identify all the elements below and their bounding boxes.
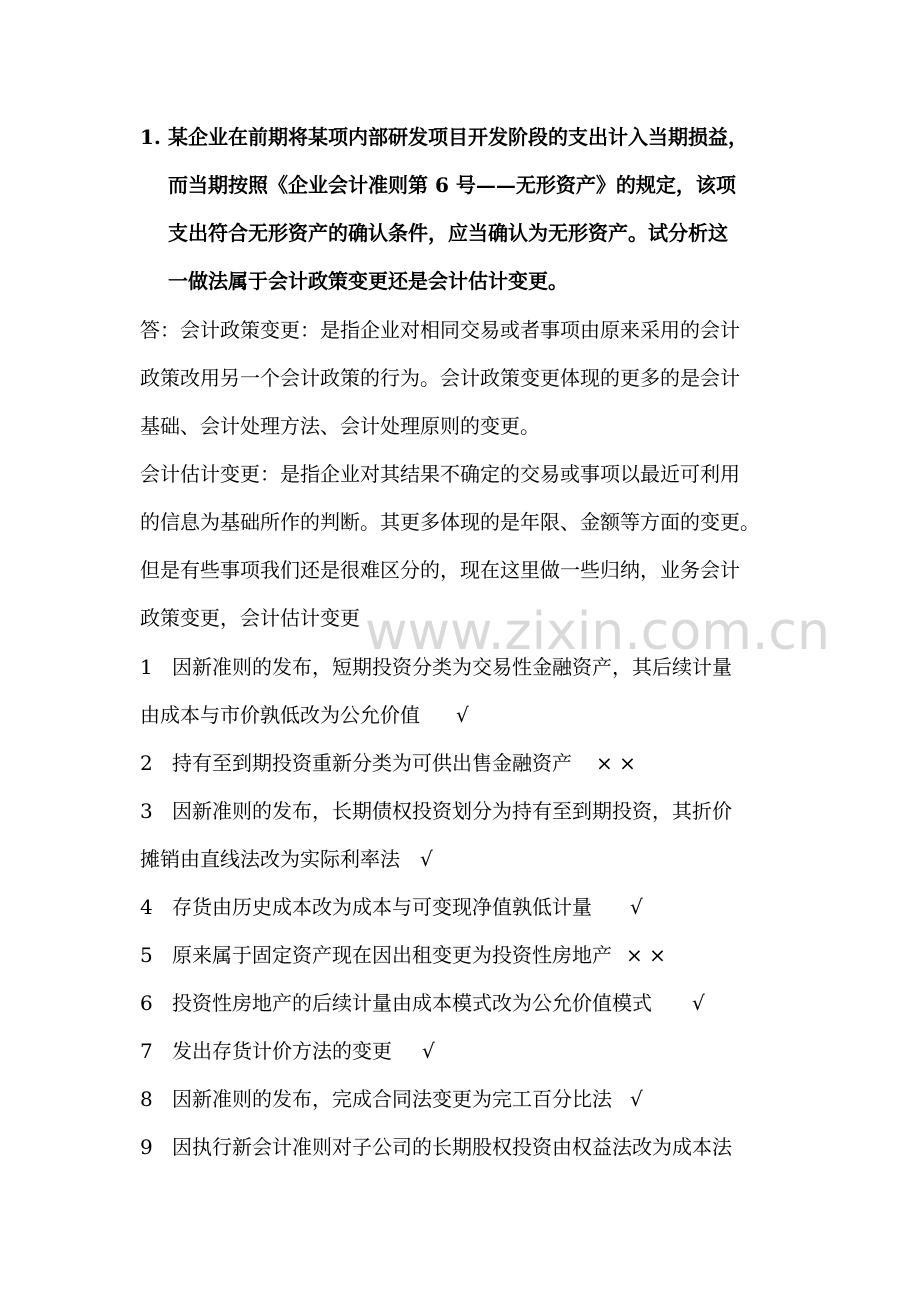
item-text: 因新准则的发布，长期债权投资划分为持有至到期投资，其折价 <box>172 799 732 823</box>
check-mark: √ <box>422 1039 435 1063</box>
answer-line: 但是有些事项我们还是很难区分的，现在这里做一些归纳，业务会计 <box>140 558 740 582</box>
answer-line: 的信息为基础所作的判断。其更多体现的是年限、金额等方面的变更。 <box>140 510 760 534</box>
list-item <box>140 1087 643 1111</box>
item-text: 持有至到期投资重新分类为可供出售金融资产 <box>172 751 572 775</box>
item-text: 存货由历史成本改为成本与可变现净值孰低计量 <box>172 895 592 919</box>
question-line: 某企业在前期将某项内部研发项目开发阶段的支出计入当期损益， <box>168 125 748 149</box>
item-number: 1 <box>140 655 153 679</box>
list-item <box>140 1039 435 1063</box>
answer-line: 政策改用另一个会计政策的行为。会计政策变更体现的更多的是会计 <box>140 366 740 390</box>
question-line: 而当期按照《企业会计准则第 6 号——无形资产》的规定，该项 <box>168 173 736 197</box>
list-item <box>140 799 732 823</box>
item-text: 原来属于固定资产现在因出租变更为投资性房地产 <box>172 943 612 967</box>
check-mark: √ <box>420 847 433 871</box>
question-number: 1. <box>140 125 161 149</box>
item-number: 2 <box>140 751 153 775</box>
item-text: 投资性房地产的后续计量由成本模式改为公允价值模式 <box>172 991 652 1015</box>
check-mark: √ <box>456 703 469 727</box>
list-item <box>140 751 636 775</box>
list-item <box>140 943 666 967</box>
list-item <box>140 895 643 919</box>
answer-line: 基础、会计处理方法、会计处理原则的变更。 <box>140 414 540 438</box>
item-number: 5 <box>140 943 153 967</box>
list-item-continuation <box>140 847 433 871</box>
answer-line: 会计估计变更：是指企业对其结果不确定的交易或事项以最近可利用 <box>140 462 740 486</box>
item-number: 8 <box>140 1087 153 1111</box>
list-item <box>140 1135 732 1159</box>
check-mark: √ <box>630 1087 643 1111</box>
item-text: 因新准则的发布，短期投资分类为交易性金融资产，其后续计量 <box>172 655 732 679</box>
item-number: 9 <box>140 1135 153 1159</box>
watermark: www.zixin.com.cn <box>365 602 830 662</box>
cross-mark: × × <box>596 751 636 775</box>
item-text: 发出存货计价方法的变更 <box>172 1039 392 1063</box>
answer-line: 答：会计政策变更：是指企业对相同交易或者事项由原来采用的会计 <box>140 318 740 342</box>
item-number: 4 <box>140 895 153 919</box>
check-mark: √ <box>692 991 705 1015</box>
item-text: 摊销由直线法改为实际利率法 <box>140 847 400 871</box>
question-line: 支出符合无形资产的确认条件，应当确认为无形资产。试分析这 <box>168 221 728 245</box>
item-number: 6 <box>140 991 153 1015</box>
list-item-continuation <box>140 703 469 727</box>
item-text: 因执行新会计准则对子公司的长期股权投资由权益法改为成本法 <box>172 1135 732 1159</box>
list-item <box>140 655 732 679</box>
check-mark: √ <box>630 895 643 919</box>
item-text: 因新准则的发布，完成合同法变更为完工百分比法 <box>172 1087 612 1111</box>
item-number: 3 <box>140 799 153 823</box>
item-number: 7 <box>140 1039 153 1063</box>
item-text: 由成本与市价孰低改为公允价值 <box>140 703 420 727</box>
cross-mark: × × <box>626 943 666 967</box>
answer-line: 政策变更，会计估计变更 <box>140 606 360 630</box>
question-line: 一做法属于会计政策变更还是会计估计变更。 <box>168 269 568 293</box>
list-item <box>140 991 705 1015</box>
